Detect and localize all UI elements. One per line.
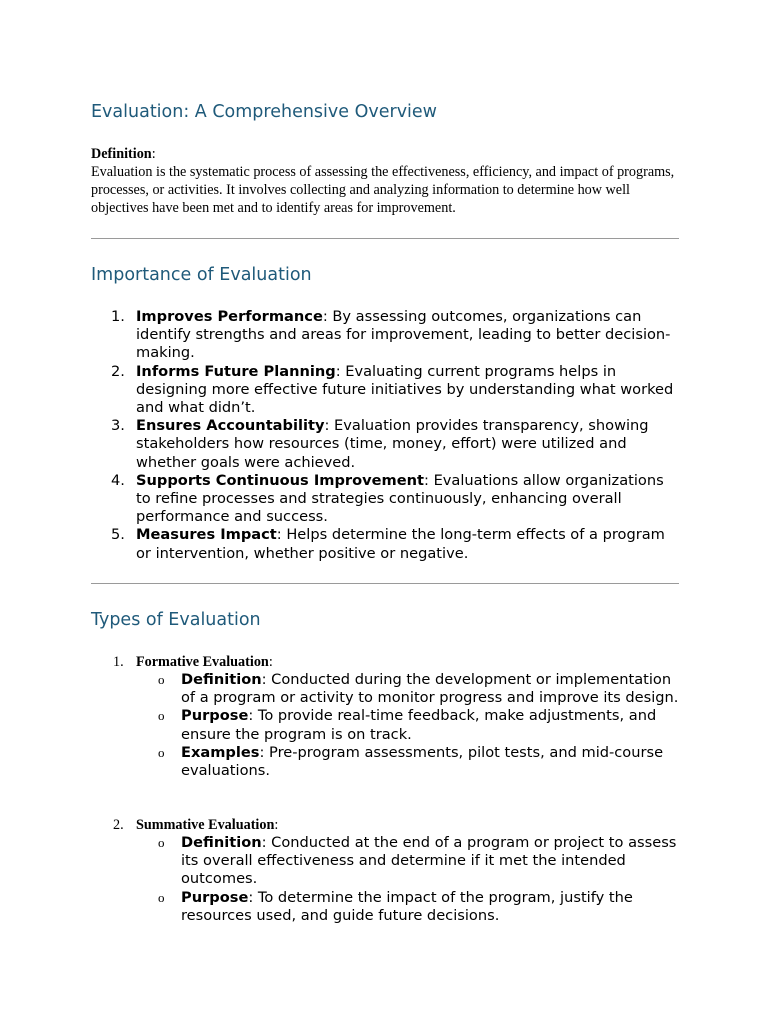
point-term: Purpose <box>181 888 249 906</box>
type-points <box>91 834 679 925</box>
type-points <box>91 671 679 780</box>
list-number: 1. <box>113 654 124 670</box>
bullet-icon: o <box>158 708 165 724</box>
importance-term: Ensures Accountability <box>136 417 325 435</box>
definition-block <box>91 145 679 217</box>
type-name: Summative Evaluation <box>136 817 275 833</box>
importance-text: : By assessing outcomes, organizations can identify strengths and areas for improvement, leading to better decision-making. <box>136 308 671 362</box>
list-item <box>91 834 679 889</box>
importance-heading: Importance of Evaluation <box>91 265 312 285</box>
type-heading <box>91 653 679 671</box>
importance-text: : Helps determine the long-term effects of a program or intervention, whether positive or negative. <box>136 526 665 562</box>
bullet-icon: o <box>158 835 165 850</box>
list-item <box>91 671 679 707</box>
bullet-icon: o <box>158 744 165 760</box>
list-number: 1. <box>111 308 125 325</box>
list-item <box>91 889 679 925</box>
types-heading: Types of Evaluation <box>91 610 261 630</box>
importance-text: : Evaluating current programs helps in designing more effective future initiatives by understanding what worked and what didn’t. <box>136 362 674 417</box>
importance-item <box>91 472 679 527</box>
section-divider <box>91 238 679 239</box>
page-title: Evaluation: A Comprehensive Overview <box>91 102 437 122</box>
list-number: 3. <box>111 417 125 435</box>
point-term: Definition <box>181 671 262 688</box>
importance-item <box>91 363 679 418</box>
list-number: 2. <box>111 362 125 380</box>
definition-text: Evaluation is the systematic process of assessing the effectiveness, efficiency, and impact of programs, processes, or activities. It involves collecting and analyzing information to determine how well objectives have been met and to identify areas for improvement. <box>91 164 675 216</box>
definition-label: Definition <box>91 146 152 162</box>
point-term: Definition <box>181 834 262 851</box>
point-text: : To provide real-time feedback, make adjustments, and ensure the program is on track. <box>181 707 657 743</box>
point-text: : Conducted during the development or implementation of a program or activity to monitor progress and improve its design. <box>181 671 679 707</box>
point-text: : To determine the impact of the program, justify the resources used, and guide future decisions. <box>181 888 633 924</box>
list-number: 4. <box>111 471 125 489</box>
type-item-formative <box>91 653 679 780</box>
section-divider <box>91 583 679 584</box>
point-text: : Conducted at the end of a program or project to assess its overall effectiveness and determine if it met the intended outcomes. <box>181 834 677 888</box>
importance-item <box>91 417 679 472</box>
point-text: : Pre-program assessments, pilot tests, and mid-course evaluations. <box>181 743 664 780</box>
bullet-icon: o <box>158 672 165 687</box>
definition-colon: : <box>151 146 156 162</box>
importance-term: Supports Continuous Improvement <box>136 471 425 489</box>
point-term: Purpose <box>181 707 249 725</box>
importance-term: Improves Performance <box>136 308 323 325</box>
importance-item <box>91 526 679 562</box>
type-item-summative <box>91 816 679 925</box>
importance-list <box>91 308 679 563</box>
importance-text: : Evaluations allow organizations to refine processes and strategies continuously, enhancing overall performance and success. <box>136 471 664 526</box>
type-colon: : <box>274 817 279 833</box>
list-number: 2. <box>113 817 124 833</box>
point-term: Examples <box>181 743 260 761</box>
bullet-icon: o <box>158 889 165 905</box>
list-number: 5. <box>111 526 125 544</box>
importance-term: Measures Impact <box>136 526 277 544</box>
type-heading <box>91 816 679 834</box>
type-colon: : <box>268 654 273 670</box>
list-item <box>91 707 679 743</box>
importance-term: Informs Future Planning <box>136 362 336 380</box>
list-item <box>91 744 679 780</box>
importance-item <box>91 308 679 363</box>
importance-text: : Evaluation provides transparency, showing stakeholders how resources (time, money, effort) were utilized and whether goals were achieved. <box>136 417 649 471</box>
type-name: Formative Evaluation <box>136 654 269 670</box>
